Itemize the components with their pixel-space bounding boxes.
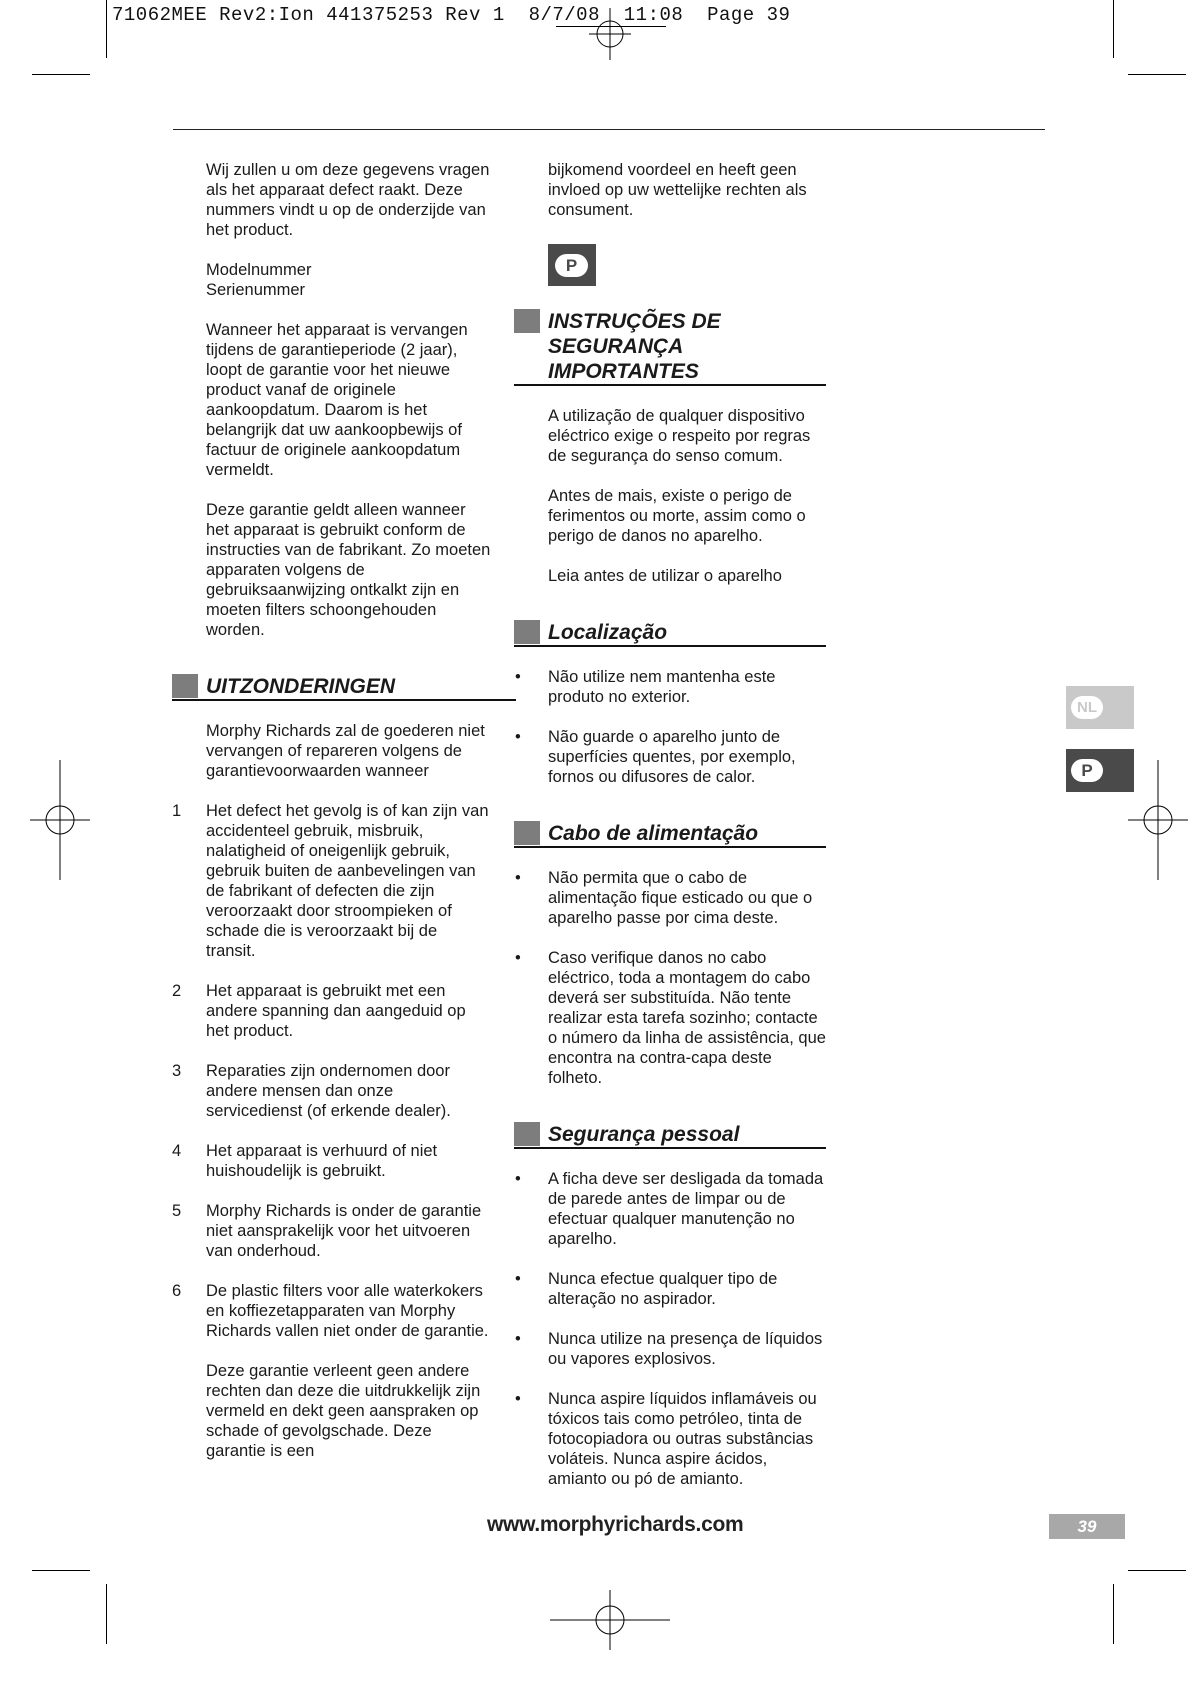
intro-paragraph: Wij zullen u om deze gegevens vragen als het apparaat defect raakt. Deze nummers vindt u op de onderzijde van het product. <box>206 161 490 239</box>
safety-paragraph: Leia antes de utilizar o aparelho <box>548 567 782 585</box>
exception-item: 6 De plastic filters voor alle waterkokers en koffiezetapparaten van Morphy Richards vallen niet onder de garantie. <box>172 1282 489 1340</box>
registration-mark-icon <box>550 1590 670 1650</box>
exception-item: 5 Morphy Richards is onder de garantie niet aansprakelijk voor het uitvoeren van onderhoud. <box>172 1202 482 1260</box>
page-number: 39 <box>1049 1514 1125 1539</box>
intro-paragraph: Deze garantie geldt alleen wanneer het apparaat is gebruikt conform de instructies van de fabrikant. Zo moeten apparaten volgens de gebruiksaanwijzing ontkalkt zijn en moeten filters schoongehouden worden. <box>206 501 491 639</box>
exception-item: 3 Reparaties zijn ondernomen door andere mensen dan onze servicedienst (of erkende dealer). <box>172 1062 451 1120</box>
continuation-paragraph: bijkomend voordeel en heeft geen invloed op uw wettelijke rechten als consument. <box>548 161 807 219</box>
left-column <box>172 160 491 1481</box>
heading-square-icon <box>514 821 540 845</box>
section-heading-safety: INSTRUÇÕES DE SEGURANÇA IMPORTANTES <box>514 309 826 386</box>
list-item: • Não utilize nem mantenha este produto no exterior. <box>515 668 776 706</box>
side-tab-p: P <box>1066 749 1134 792</box>
crop-mark <box>32 1570 90 1571</box>
intro-paragraph: Wanneer het apparaat is vervangen tijdens de garantieperiode (2 jaar), loopt de garantie voor het nieuwe product vanaf de originele aankoopdatum. Daarom is het belangrijk dat uw aankoopbewijs of factuur de originele aankoopdatum vermeldt. <box>206 321 468 479</box>
header-rule <box>173 129 1045 130</box>
crop-mark <box>106 0 107 58</box>
print-slug: 71062MEE Rev2:Ion 441375253 Rev 1 8/7/08 11:08 Page 39 <box>112 4 791 26</box>
closing-paragraph: Deze garantie verleent geen andere rechten dan deze die uitdrukkelijk zijn vermeld en dekt geen aanspraken op schade of gevolgschade. Deze garantie is een <box>206 1362 481 1460</box>
model-number-label: Modelnummer <box>206 261 312 279</box>
heading-square-icon <box>172 674 198 698</box>
crop-mark <box>1113 1584 1114 1644</box>
exceptions-intro: Morphy Richards zal de goederen niet vervangen of repareren volgens de garantievoorwaarden wanneer <box>206 722 485 780</box>
right-column <box>515 160 828 1509</box>
section-heading-location: Localização <box>514 620 826 647</box>
heading-square-icon <box>514 620 540 644</box>
heading-square-icon <box>514 1122 540 1146</box>
footer-url: www.morphyrichards.com <box>487 1513 744 1536</box>
safety-paragraph: A utilização de qualquer dispositivo eléctrico exige o respeito por regras de segurança do senso comum. <box>548 407 811 465</box>
list-item: • Não guarde o aparelho junto de superfícies quentes, por exemplo, fornos ou difusores de calor. <box>515 728 796 786</box>
crop-mark <box>32 74 90 75</box>
exception-item: 4 Het apparaat is verhuurd of niet huishoudelijk is gebruikt. <box>172 1142 438 1180</box>
serial-number-label: Serienummer <box>206 281 306 299</box>
section-heading-exceptions: UITZONDERINGEN <box>172 674 516 701</box>
list-item: • A ficha deve ser desligada da tomada de parede antes de limpar ou de efectuar qualquer manutenção no aparelho. <box>515 1170 824 1248</box>
section-heading-power-cable: Cabo de alimentação <box>514 821 826 848</box>
registration-mark-icon <box>30 760 90 880</box>
crop-mark <box>1128 74 1186 75</box>
list-item: • Caso verifique danos no cabo eléctrico, toda a montagem do cabo deverá ser substituída. Não tente realizar esta tarefa sozinho; contacte o número da linha de assistência, que encontra na contra-capa deste folheto. <box>515 949 826 1087</box>
list-item: • Nunca aspire líquidos inflamáveis ou tóxicos tais como petróleo, tinta de fotocopiadora ou outras substâncias voláteis. Nunca aspire ácidos, amianto ou pó de amianto. <box>515 1390 817 1488</box>
safety-paragraph: Antes de mais, existe o perigo de ferimentos ou morte, assim como o perigo de danos no aparelho. <box>548 487 806 545</box>
language-badge-portuguese: P <box>548 244 596 286</box>
section-heading-personal-safety: Segurança pessoal <box>514 1122 826 1149</box>
crop-mark <box>106 1584 107 1644</box>
crop-mark <box>1113 0 1114 58</box>
registration-mark-icon <box>1128 760 1188 880</box>
side-tab-nl: NL <box>1066 686 1134 729</box>
crop-mark <box>556 26 666 27</box>
list-item: • Não permita que o cabo de alimentação fique esticado ou que o aparelho passe por cima deste. <box>515 869 813 927</box>
exception-item: 2 Het apparaat is gebruikt met een andere spanning dan aangeduid op het product. <box>172 982 466 1040</box>
registration-mark-icon <box>589 8 631 60</box>
list-item: • Nunca efectue qualquer tipo de alteração no aspirador. <box>515 1270 778 1308</box>
crop-mark <box>1128 1570 1186 1571</box>
list-item: • Nunca utilize na presença de líquidos ou vapores explosivos. <box>515 1330 823 1368</box>
exception-item: 1 Het defect het gevolg is of kan zijn van accidenteel gebruik, misbruik, nalatigheid of oneigenlijk gebruik, gebruik buiten de aanbevelingen van de fabrikant of defecten die zijn veroorzaakt door stroompieken of schade die is veroorzaakt bij de transit. <box>172 802 489 960</box>
heading-square-icon <box>514 309 540 333</box>
